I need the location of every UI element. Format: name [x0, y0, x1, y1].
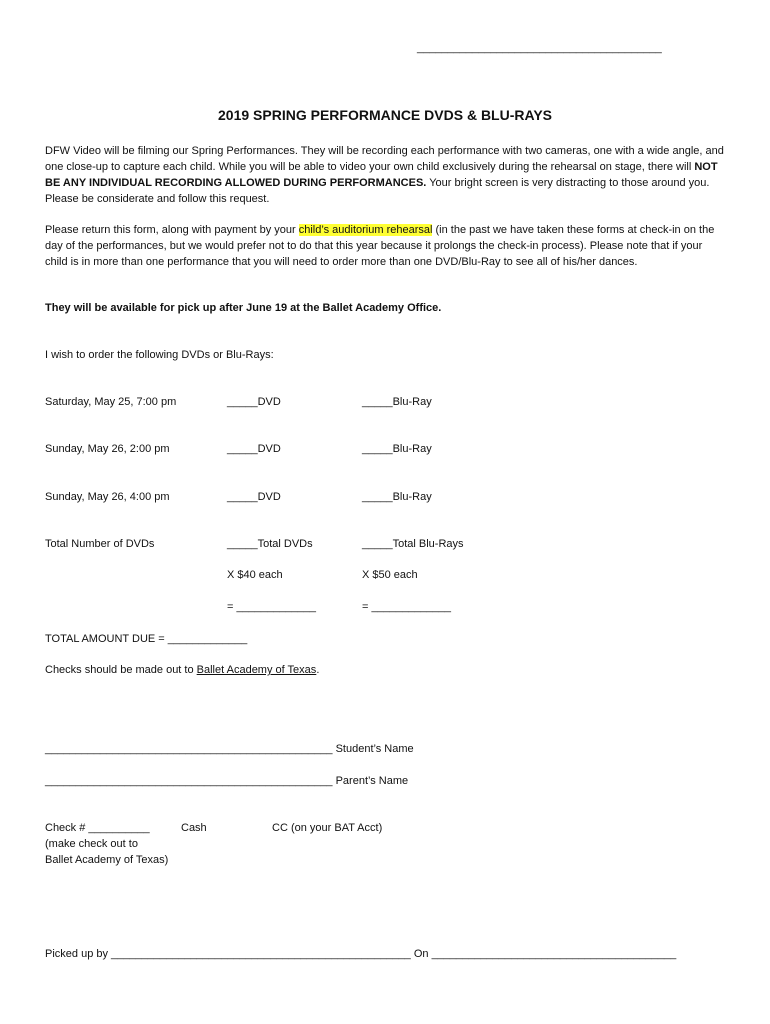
cc-option[interactable]: CC (on your BAT Acct) [272, 822, 383, 834]
order-label-sun-4pm: Sunday, May 26, 4:00 pm [45, 491, 170, 503]
check-number-field[interactable]: Check # __________ [45, 822, 150, 834]
order-label-sat-7pm: Saturday, May 25, 7:00 pm [45, 396, 177, 408]
order-bluray-blank[interactable]: _____Blu-Ray [362, 396, 432, 408]
total-amount-due[interactable]: TOTAL AMOUNT DUE = _____________ [45, 633, 248, 645]
cash-option[interactable]: Cash [181, 822, 207, 834]
check-note-line2: Ballet Academy of Texas) [45, 854, 169, 866]
order-dvd-blank[interactable]: _____DVD [227, 396, 281, 408]
dvd-price: X $40 each [227, 569, 283, 581]
order-dvd-blank[interactable]: _____DVD [227, 491, 281, 503]
picked-up-line[interactable]: Picked up by _________________________________________________ On ________________________________________ [45, 948, 677, 960]
total-dvds-blank[interactable]: _____Total DVDs [227, 538, 313, 550]
page-title: 2019 SPRING PERFORMANCE DVDS & BLU-RAYS [218, 107, 552, 123]
intro-paragraph [45, 143, 725, 207]
dvd-subtotal-blank[interactable]: = _____________ [227, 601, 317, 613]
recording-warning: NOT BE ANY INDIVIDUAL RECORDING ALLOWED DURING PERFORMANCES. [45, 161, 718, 189]
highlighted-rehearsal: child’s auditorium rehearsal [298, 224, 433, 236]
check-note-line1: (make check out to [45, 838, 138, 850]
student-name-line[interactable]: _______________________________________________ Student’s Name [45, 743, 414, 755]
bluray-subtotal-blank[interactable]: = _____________ [362, 601, 452, 613]
intro-text-end: Your bright screen is very distracting to those around you. Please be considerate and follow this request. [45, 177, 710, 205]
return-text-end: (in the past we have taken these forms at check-in on the day of the performances, but we would prefer not to do that this year because it prolongs the check-in process). Please note that if your child is in more than one performance that you will need to order more than one DVD/Blu-Ray to see all of his/her dances. [45, 224, 715, 268]
total-dvds-label: Total Number of DVDs [45, 538, 155, 550]
total-blurays-blank[interactable]: _____Total Blu-Rays [362, 538, 464, 550]
order-bluray-blank[interactable]: _____Blu-Ray [362, 443, 432, 455]
checks-text: Checks should be made out to [45, 664, 197, 676]
bluray-price: X $50 each [362, 569, 418, 581]
checks-payable [45, 664, 319, 676]
checks-payee: Ballet Academy of Texas [196, 664, 317, 676]
header-blank-line: ________________________________________ [417, 42, 662, 54]
return-paragraph [45, 222, 725, 270]
order-bluray-blank[interactable]: _____Blu-Ray [362, 491, 432, 503]
order-label-sun-2pm: Sunday, May 26, 2:00 pm [45, 443, 170, 455]
intro-text: DFW Video will be filming our Spring Performances. They will be recording each performance with two cameras, one with a wide angle, and one close-up to capture each child. While you will be able to video your own child exclusively during the rehearsal on stage, there will [45, 145, 724, 173]
pickup-notice: They will be available for pick up after June 19 at the Ballet Academy Office. [45, 302, 442, 314]
checks-period: . [316, 664, 320, 676]
parent-name-line[interactable]: _______________________________________________ Parent’s Name [45, 775, 409, 787]
order-dvd-blank[interactable]: _____DVD [227, 443, 281, 455]
return-text: Please return this form, along with payment by your [45, 224, 299, 236]
order-intro: I wish to order the following DVDs or Blu-Rays: [45, 349, 274, 361]
